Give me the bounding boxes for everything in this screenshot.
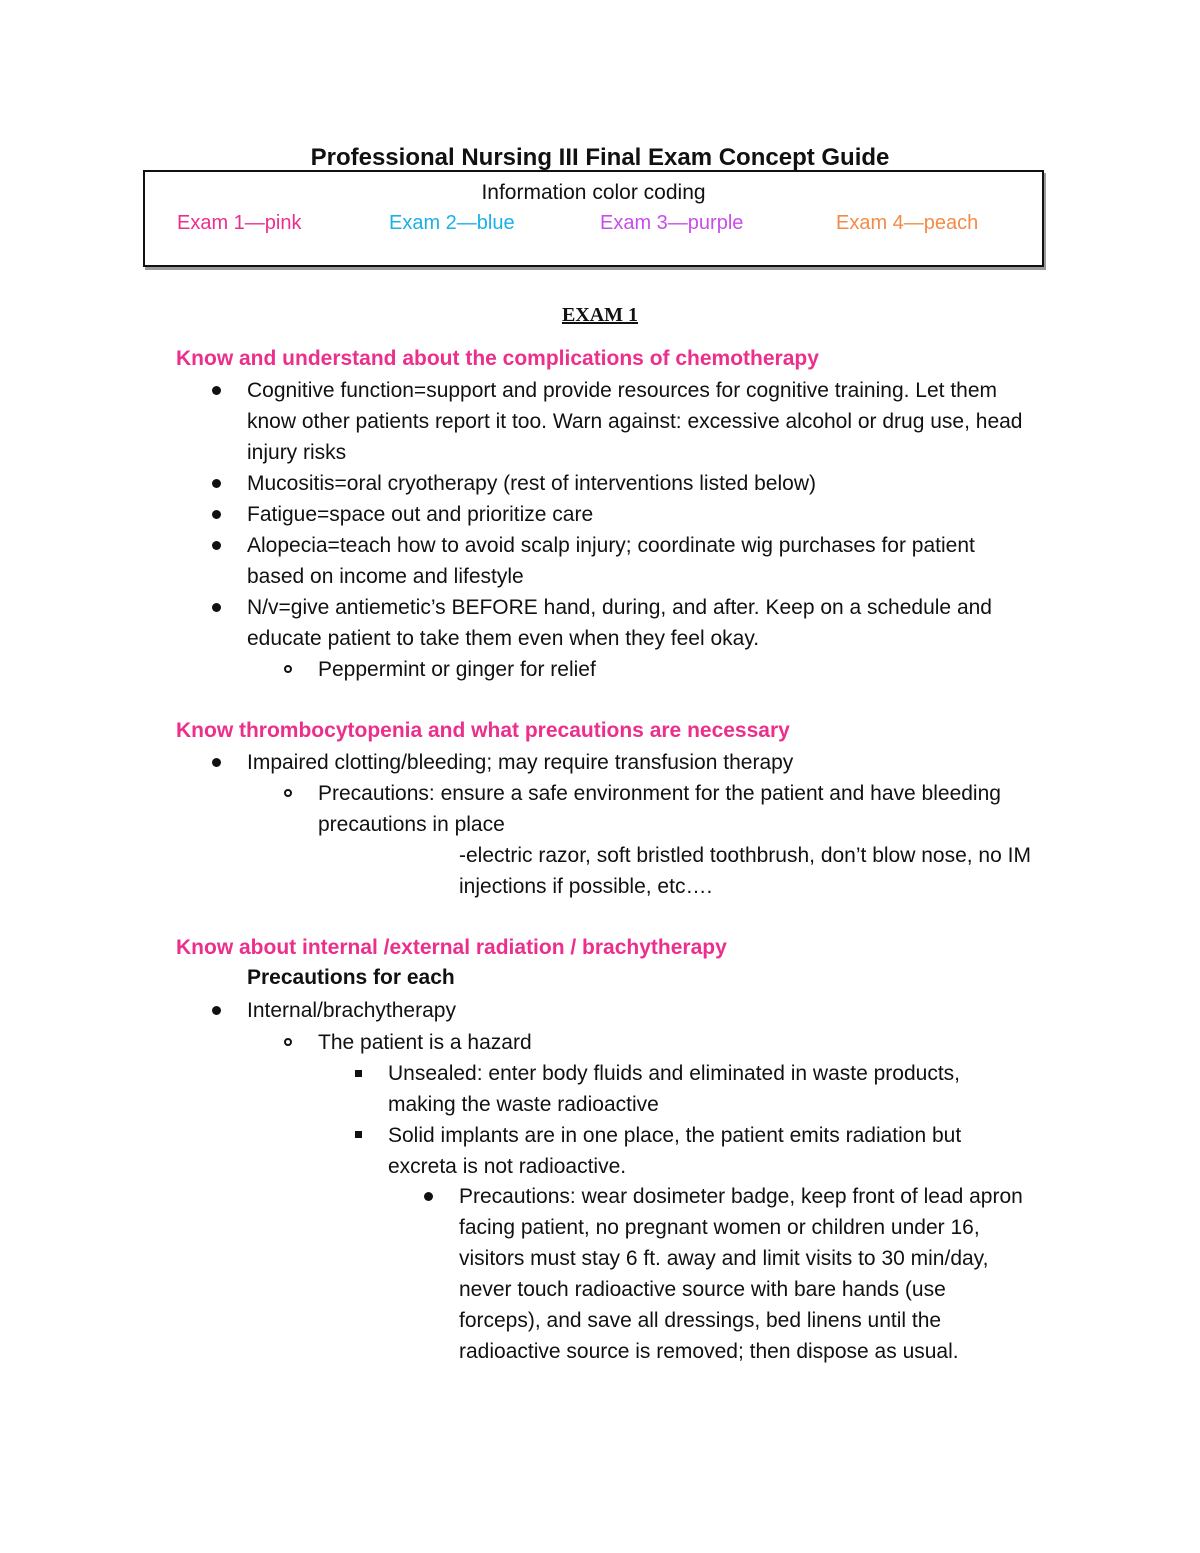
section-title-radiation: Know about internal /external radiation / brachytherapy <box>176 936 727 959</box>
list-item: Precautions: wear dosimeter badge, keep front of lead apron facing patient, no pregnant women or children under 16, visitors must stay 6 ft. away and limit visits to 30 min/day, never touch radioactive source with bare hands (use forceps), and save all dressings, bed linens until the radioactive source is removed; then dispose as usual. <box>459 1185 1023 1363</box>
square-bullet-icon <box>355 1131 362 1138</box>
precaution-examples: -electric razor, soft bristled toothbrush, don’t blow nose, no IM injections if possible, etc…. <box>459 844 1031 898</box>
list-item: Mucositis=oral cryotherapy (rest of interventions listed below) <box>247 472 816 495</box>
bullet-icon <box>212 541 221 550</box>
sub-bullet-icon <box>284 789 292 797</box>
list-item: Impaired clotting/bleeding; may require transfusion therapy <box>247 751 794 774</box>
list-item: Unsealed: enter body fluids and eliminated in waste products, making the waste radioactive <box>388 1062 961 1116</box>
subheading-precautions: Precautions for each <box>247 966 455 989</box>
section-title-chemotherapy: Know and understand about the complications of chemotherapy <box>176 347 819 370</box>
legend-heading: Information color coding <box>481 181 706 204</box>
list-item: Cognitive function=support and provide resources for cognitive training. Let them know other patients report it too. Warn against: excessive alcohol or drug use, head injury risks <box>247 379 1023 464</box>
legend-exam-3: Exam 3—purple <box>600 212 744 234</box>
list-item: Fatigue=space out and prioritize care <box>247 503 594 526</box>
bullet-icon <box>212 1006 221 1015</box>
bullet-icon <box>212 510 221 519</box>
sub-bullet-icon <box>284 1038 292 1046</box>
bullet-icon <box>212 479 221 488</box>
list-item: Internal/brachytherapy <box>247 999 456 1022</box>
list-item: Solid implants are in one place, the patient emits radiation but excreta is not radioactive. <box>388 1124 962 1178</box>
section-title-thrombocytopenia: Know thrombocytopenia and what precautions are necessary <box>176 719 790 742</box>
document-title: Professional Nursing III Final Exam Concept Guide <box>310 144 890 171</box>
list-item: Alopecia=teach how to avoid scalp injury; coordinate wig purchases for patient based on income and lifestyle <box>247 534 975 588</box>
legend-exam-1: Exam 1—pink <box>177 212 302 234</box>
list-item: The patient is a hazard <box>318 1031 532 1054</box>
sub-bullet-icon <box>284 665 292 673</box>
bullet-icon <box>212 603 221 612</box>
square-bullet-icon <box>355 1070 362 1077</box>
legend-exam-4: Exam 4—peach <box>836 212 979 234</box>
bullet-icon <box>212 758 221 767</box>
bullet-icon <box>424 1192 433 1201</box>
list-item: Precautions: ensure a safe environment for the patient and have bleeding precautions in place <box>318 782 1001 836</box>
bullet-icon <box>212 386 221 395</box>
legend-exam-2: Exam 2—blue <box>389 212 515 234</box>
color-coding-legend <box>143 170 1044 267</box>
exam-heading: EXAM 1 <box>561 304 639 326</box>
list-item: Peppermint or ginger for relief <box>318 658 596 681</box>
list-item: N/v=give antiemetic’s BEFORE hand, during, and after. Keep on a schedule and educate patient to take them even when they feel okay. <box>247 596 992 650</box>
